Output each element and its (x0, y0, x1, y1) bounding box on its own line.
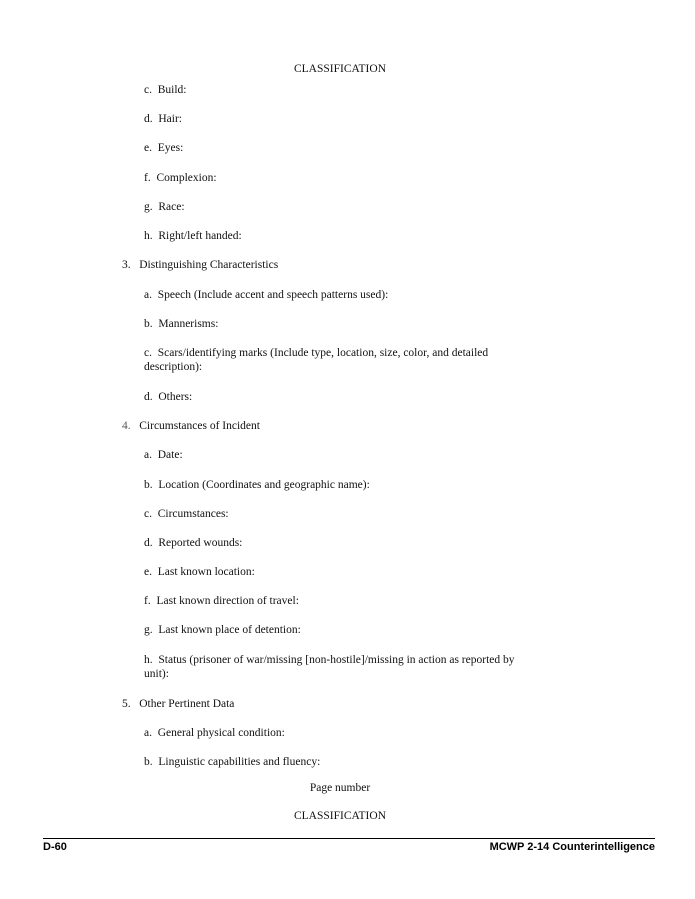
list-item: d. Hair: (144, 113, 183, 125)
list-item: a. Date: (144, 449, 183, 461)
list-item: c. Circumstances: (144, 508, 229, 520)
page-number-label: Page number (309, 782, 371, 794)
list-item: c. Build: (144, 84, 187, 96)
section-heading: 5. Other Pertinent Data (122, 698, 235, 710)
list-item: g. Race: (144, 201, 185, 213)
list-item: d. Others: (144, 391, 193, 403)
footer-page-id: D-60 (43, 841, 67, 853)
classification-footer: CLASSIFICATION (293, 810, 386, 822)
section-heading: 3. Distinguishing Characteristics (122, 259, 279, 271)
list-item: g. Last known place of detention: (144, 624, 301, 636)
list-item: b. Linguistic capabilities and fluency: (144, 756, 321, 768)
list-item: a. General physical condition: (144, 727, 285, 739)
list-item: a. Speech (Include accent and speech patterns used): (144, 289, 389, 301)
list-item: e. Last known location: (144, 566, 255, 578)
footer-divider (43, 838, 655, 839)
list-item: b. Mannerisms: (144, 318, 219, 330)
section-heading: 4. Circumstances of Incident (122, 420, 260, 432)
list-item: h. Status (prisoner of war/missing [non-hostile]/missing in action as reported by (144, 654, 515, 666)
list-item: h. Right/left handed: (144, 230, 242, 242)
list-item: f. Last known direction of travel: (144, 595, 299, 607)
list-item-continuation: description): (144, 361, 203, 373)
classification-header: CLASSIFICATION (293, 63, 386, 75)
list-item: c. Scars/identifying marks (Include type, location, size, color, and detailed (144, 347, 489, 359)
list-item: e. Eyes: (144, 142, 184, 154)
list-item: d. Reported wounds: (144, 537, 243, 549)
footer-publication-title: MCWP 2-14 Counterintelligence (489, 841, 655, 853)
list-item: b. Location (Coordinates and geographic name): (144, 479, 370, 491)
list-item-continuation: unit): (144, 668, 169, 680)
list-item: f. Complexion: (144, 172, 217, 184)
